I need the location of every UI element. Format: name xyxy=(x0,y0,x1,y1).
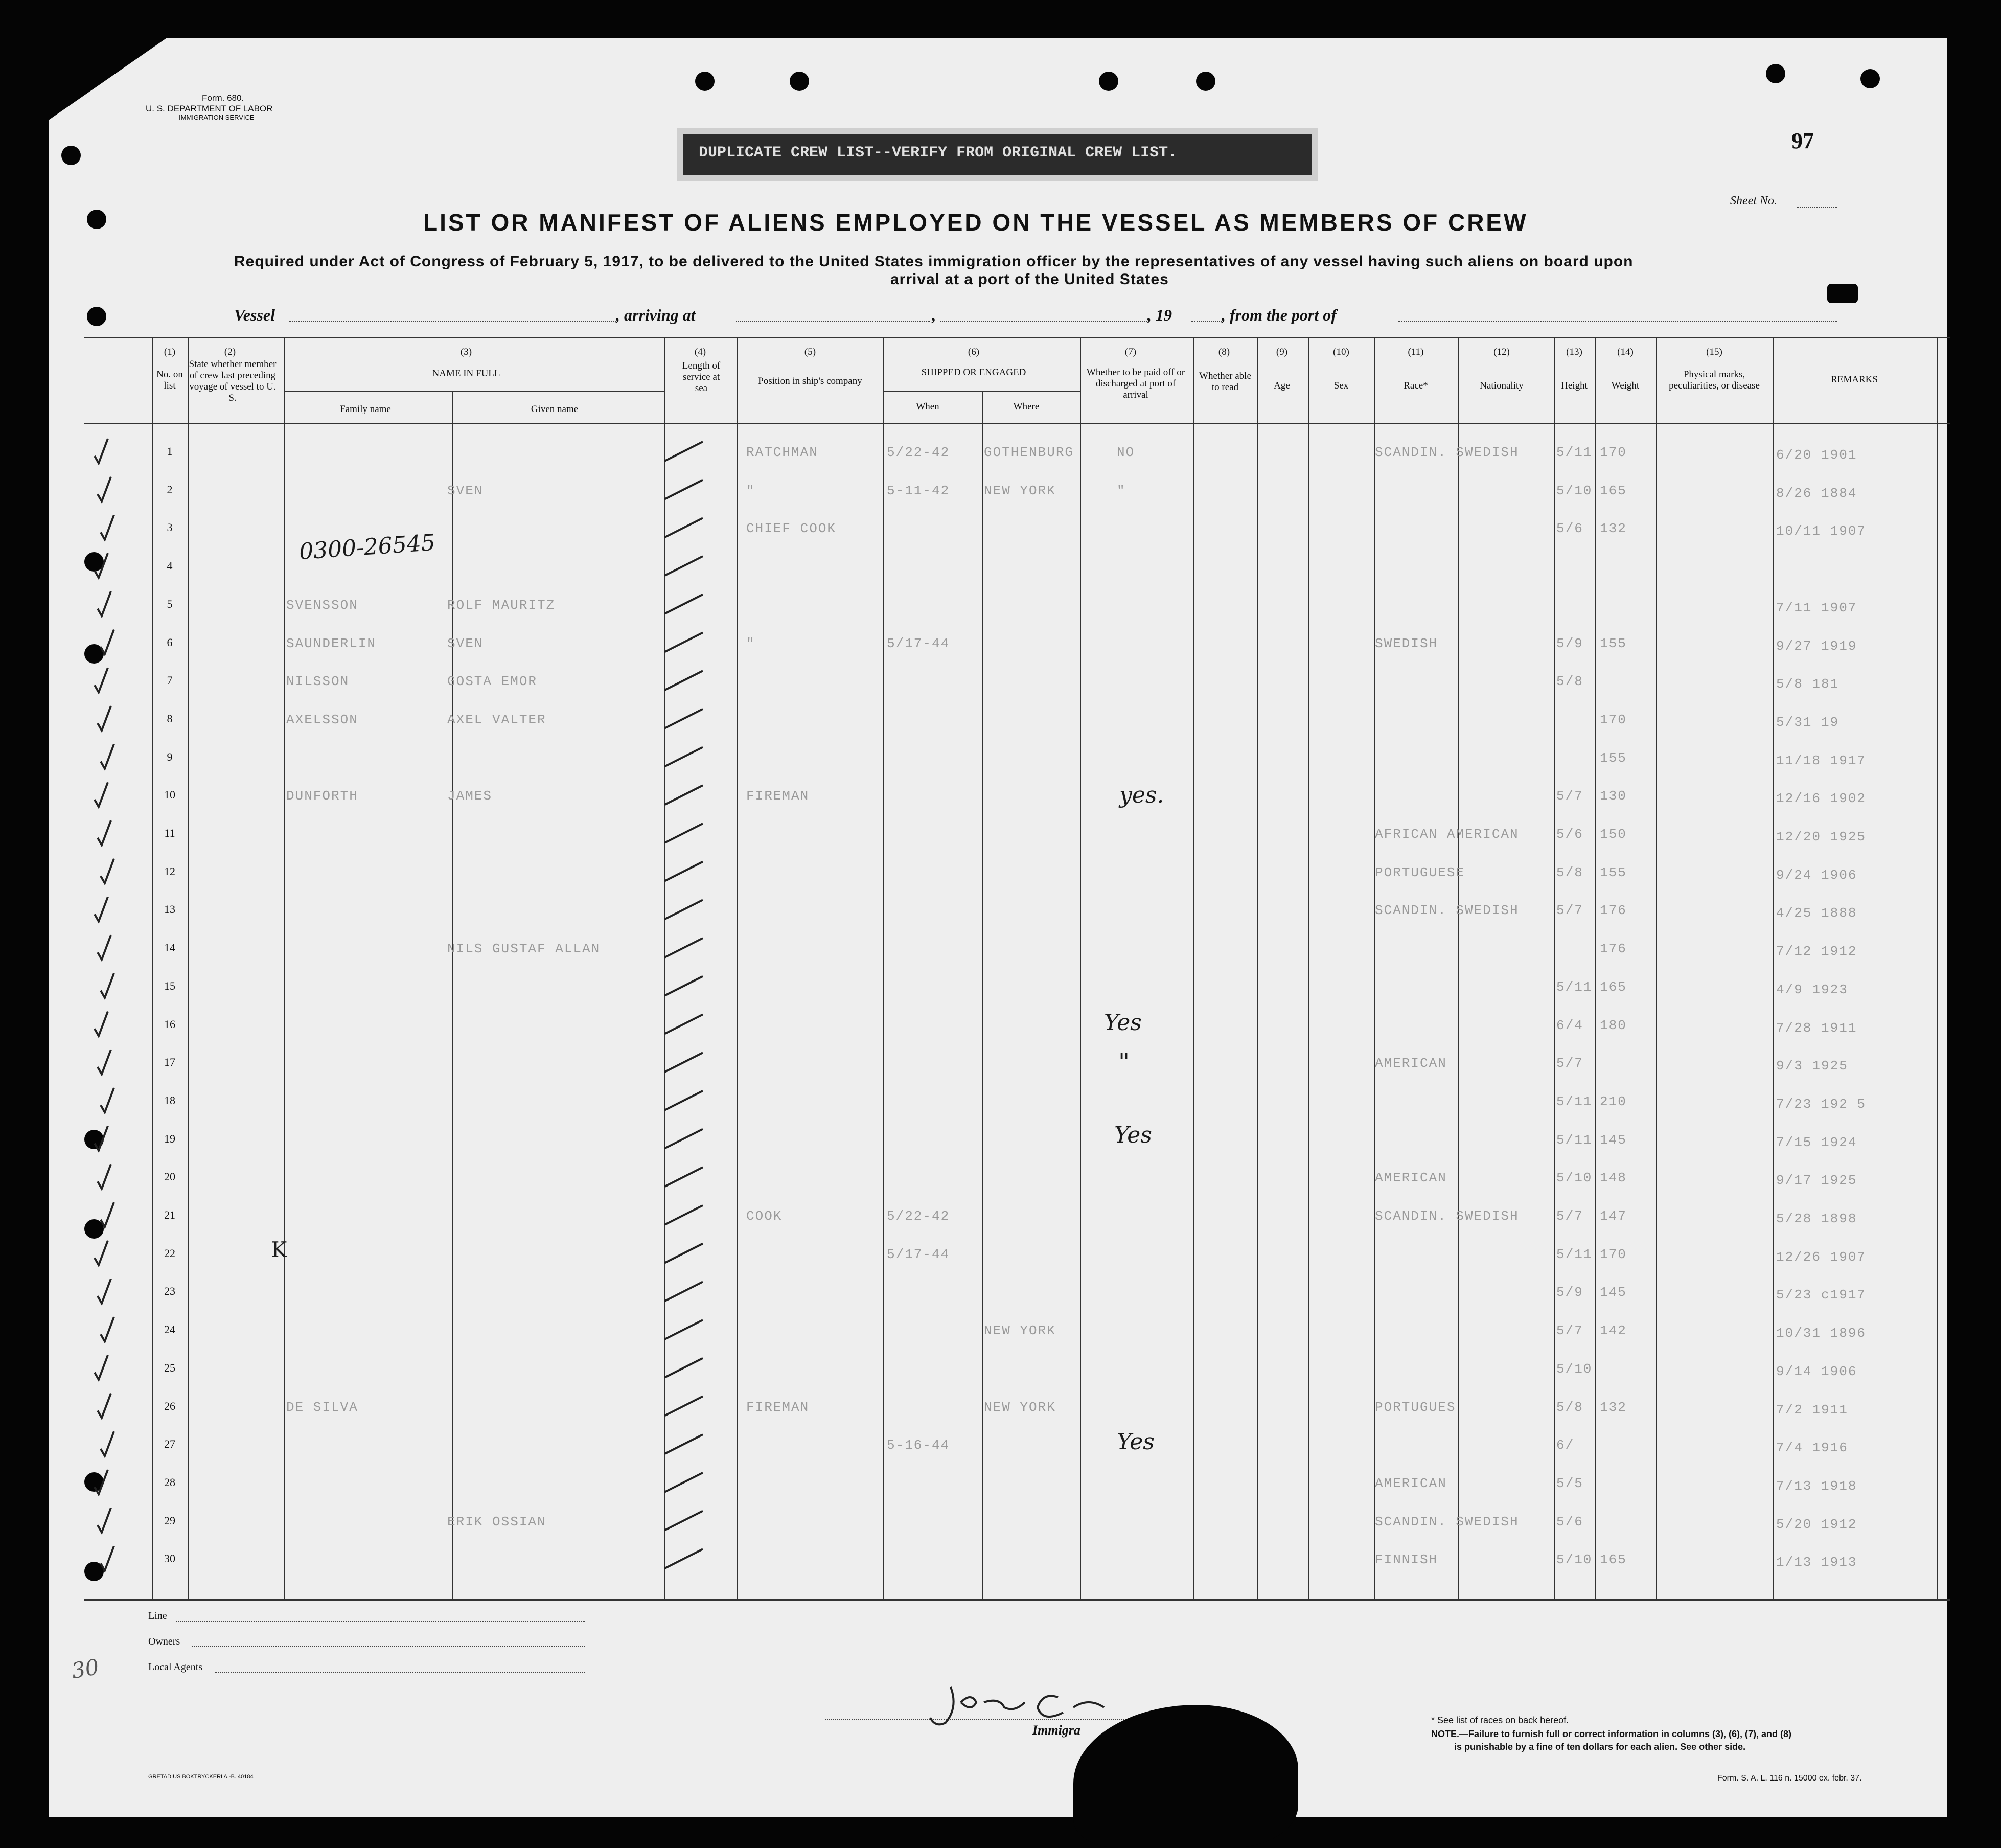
col-label-15: Physical marks, peculiarities, or disease xyxy=(1669,369,1760,391)
remark-cell: 12/26 1907 xyxy=(1776,1249,1867,1265)
col-label-10: Sex xyxy=(1333,380,1349,391)
remark-cell: 9/17 1925 xyxy=(1776,1173,1857,1189)
row-number: 21 xyxy=(164,1208,175,1221)
row-cell-wt: 180 xyxy=(1600,1017,1627,1033)
col-num-11: (11) xyxy=(1408,347,1424,357)
row-number: 7 xyxy=(167,674,173,687)
col-label-12: Nationality xyxy=(1480,380,1524,391)
yes-row-27: Yes xyxy=(1117,1429,1155,1455)
row-cell-when: 5/22-42 xyxy=(887,1208,950,1224)
file-number: 0300-26545 xyxy=(298,529,436,565)
row-cell-ht: 5/8 xyxy=(1556,1399,1583,1415)
col-num-8: (8) xyxy=(1218,347,1230,357)
row-cell-ht: 6/4 xyxy=(1556,1017,1583,1033)
row-cell-wt: 165 xyxy=(1600,979,1627,995)
row-cell-family: SVENSSON xyxy=(286,597,358,613)
row-number: 13 xyxy=(164,903,175,916)
row-number: 23 xyxy=(164,1285,175,1298)
row-number: 17 xyxy=(164,1056,175,1069)
col-label-11: Race* xyxy=(1404,380,1428,391)
row-cell-ht: 5/7 xyxy=(1556,903,1583,919)
row-cell-given: ERIK OSSIAN xyxy=(447,1514,546,1530)
col-label-13: Height xyxy=(1561,380,1588,391)
col-num-9: (9) xyxy=(1276,347,1288,357)
col-label-4: Length of service at sea xyxy=(682,360,721,394)
col-num-14: (14) xyxy=(1617,347,1634,357)
remark-cell: 5/31 19 xyxy=(1776,714,1839,730)
row-cell-race: AMERICAN xyxy=(1375,1056,1447,1071)
yes-row-19: Yes xyxy=(1114,1122,1152,1148)
row-cell-ht: 5/7 xyxy=(1556,1323,1583,1339)
remark-cell: 12/20 1925 xyxy=(1776,829,1867,845)
remark-cell: 10/11 1907 xyxy=(1776,523,1867,539)
row-cell-ht: 5/7 xyxy=(1556,1056,1583,1071)
row-cell-wt: 165 xyxy=(1600,1552,1627,1568)
comma-label: , xyxy=(931,306,935,324)
remarks-header: REMARKS xyxy=(1831,374,1878,385)
row-cell-ht: 5/10 xyxy=(1556,1170,1593,1186)
row-number: 1 xyxy=(167,445,173,458)
row-cell-pos: " xyxy=(746,635,755,651)
row-cell-given: SVEN xyxy=(447,483,484,498)
row-cell-race: PORTUGUES xyxy=(1375,1399,1456,1415)
row-cell-race: AMERICAN xyxy=(1375,1475,1447,1491)
yes-row-16: Yes xyxy=(1104,1010,1142,1036)
remark-cell: 6/20 1901 xyxy=(1776,447,1857,463)
row-number: 27 xyxy=(164,1438,175,1451)
row-number: 3 xyxy=(167,521,173,534)
sheet-no-label: Sheet No. xyxy=(1730,194,1777,208)
row-cell-given: SVEN xyxy=(447,635,484,651)
races-note: * See list of races on back hereof. xyxy=(1431,1715,1569,1725)
yes-row-10: yes. xyxy=(1119,782,1164,808)
row-cell-ht: 5/6 xyxy=(1556,521,1583,537)
row-cell-paid: NO xyxy=(1117,445,1135,460)
row-number: 10 xyxy=(164,788,175,802)
row-cell-wt: 170 xyxy=(1600,445,1627,460)
col-label-1: No. on list xyxy=(156,369,183,391)
row-number: 2 xyxy=(167,483,173,496)
remark-cell: 5/8 181 xyxy=(1776,676,1839,692)
row-cell-ht: 5/6 xyxy=(1556,827,1583,842)
col-label-14: Weight xyxy=(1611,380,1640,391)
row-cell-family: DUNFORTH xyxy=(286,788,358,804)
family-name-header: Family name xyxy=(340,404,391,415)
row-cell-ht: 5/10 xyxy=(1556,1361,1593,1377)
row-cell-ht: 5/7 xyxy=(1556,788,1583,804)
remark-cell: 4/9 1923 xyxy=(1776,982,1848,997)
row-number: 26 xyxy=(164,1399,175,1412)
row-cell-family: NILSSON xyxy=(286,674,350,690)
row-cell-ht: 5/10 xyxy=(1556,483,1593,498)
row-cell-wt: 132 xyxy=(1600,1399,1627,1415)
remark-cell: 9/24 1906 xyxy=(1776,867,1857,883)
remark-cell: 12/16 1902 xyxy=(1776,791,1867,807)
remark-cell: 8/26 1884 xyxy=(1776,485,1857,501)
arriving-label: , arriving at xyxy=(616,306,696,324)
year-label: , 19 xyxy=(1147,306,1172,324)
duplicate-stamp: DUPLICATE CREW LIST--VERIFY FROM ORIGINAL CREW LIST. xyxy=(677,128,1318,181)
row-number: 11 xyxy=(164,827,175,839)
row-number: 16 xyxy=(164,1017,175,1031)
row-cell-family: SAUNDERLIN xyxy=(286,635,377,651)
row-cell-ht: 5/8 xyxy=(1556,864,1583,880)
remark-cell: 7/15 1924 xyxy=(1776,1134,1857,1150)
row-cell-wt: 147 xyxy=(1600,1208,1627,1224)
vessel-label: Vessel xyxy=(234,306,275,324)
col-num-4: (4) xyxy=(694,347,706,357)
row-cell-race: AFRICAN AMERICAN xyxy=(1375,827,1519,842)
row-cell-pos: CHIEF COOK xyxy=(746,521,837,537)
remark-cell: 9/3 1925 xyxy=(1776,1058,1848,1074)
line-label: Line xyxy=(148,1610,167,1622)
row-number: 15 xyxy=(164,979,175,992)
col-label-9: Age xyxy=(1274,380,1290,391)
row-cell-ht: 5/11 xyxy=(1556,979,1593,995)
row-cell-ht: 5/9 xyxy=(1556,1285,1583,1301)
col-num-15: (15) xyxy=(1706,347,1722,357)
row-cell-when: 5/22-42 xyxy=(887,445,950,460)
row-cell-ht: 5/9 xyxy=(1556,635,1583,651)
penalty-note-2: is punishable by a fine of ten dollars for each alien. See other side. xyxy=(1454,1742,1746,1752)
local-agents-label: Local Agents xyxy=(148,1661,203,1673)
row-cell-wt: 150 xyxy=(1600,827,1627,842)
row-cell-pos: FIREMAN xyxy=(746,1399,810,1415)
row-cell-wt: 210 xyxy=(1600,1093,1627,1109)
remark-cell: 5/28 1898 xyxy=(1776,1211,1857,1226)
subtitle-line-1: Required under Act of Congress of February 5, 1917, to be delivered to the United States immigration officer by the representatives of any vessel having such aliens on board upon xyxy=(234,253,1634,270)
subtitle-line-2: arrival at a port of the United States xyxy=(890,271,1169,288)
row-cell-pos: RATCHMAN xyxy=(746,445,818,460)
row-number: 29 xyxy=(164,1514,175,1527)
row-cell-ht: 5/5 xyxy=(1556,1475,1583,1491)
row-cell-given: NILS GUSTAF ALLAN xyxy=(447,941,601,957)
remark-cell: 7/12 1912 xyxy=(1776,944,1857,960)
row-cell-when: 5-16-44 xyxy=(887,1438,950,1453)
row-cell-ht: 5/11 xyxy=(1556,1093,1593,1109)
row-cell-wt: 130 xyxy=(1600,788,1627,804)
row-cell-race: SWEDISH xyxy=(1375,635,1438,651)
row-cell-ht: 5/10 xyxy=(1556,1552,1593,1568)
col-num-5: (5) xyxy=(804,347,816,357)
row-cell-race: FINNISH xyxy=(1375,1552,1438,1568)
row-cell-race: SCANDIN. SWEDISH xyxy=(1375,445,1519,460)
remark-cell: 5/20 1912 xyxy=(1776,1516,1857,1532)
row-cell-race: SCANDIN. SWEDISH xyxy=(1375,903,1519,919)
row-cell-pos: " xyxy=(746,483,755,498)
col-num-12: (12) xyxy=(1493,347,1510,357)
row-cell-given: JAMES xyxy=(447,788,493,804)
row-cell-wt: 155 xyxy=(1600,635,1627,651)
row-number: 28 xyxy=(164,1475,175,1489)
k-mark: K xyxy=(271,1237,287,1262)
row-number: 18 xyxy=(164,1093,175,1107)
remark-cell: 9/14 1906 xyxy=(1776,1363,1857,1379)
row-number: 30 xyxy=(164,1552,175,1565)
row-cell-ht: 6/ xyxy=(1556,1438,1575,1453)
manifest-title: LIST OR MANIFEST OF ALIENS EMPLOYED ON THE VESSEL AS MEMBERS OF CREW xyxy=(423,209,1528,236)
remark-cell: 7/13 1918 xyxy=(1776,1478,1857,1494)
department-name: U. S. DEPARTMENT OF LABOR xyxy=(146,104,273,113)
col-num-13: (13) xyxy=(1566,347,1582,357)
row-cell-where: GOTHENBURG xyxy=(984,445,1074,460)
row-cell-ht: 5/8 xyxy=(1556,674,1583,690)
row-number: 6 xyxy=(167,635,173,649)
col-num-10: (10) xyxy=(1333,347,1349,357)
col-num-3: (3) xyxy=(460,347,472,357)
row-cell-where: NEW YORK xyxy=(984,1323,1056,1339)
row-cell-where: NEW YORK xyxy=(984,1399,1056,1415)
owners-label: Owners xyxy=(148,1636,180,1647)
row-cell-wt: 155 xyxy=(1600,864,1627,880)
row-cell-ht: 5/7 xyxy=(1556,1208,1583,1224)
remark-cell: 10/31 1896 xyxy=(1776,1326,1867,1341)
col-label-6: SHIPPED OR ENGAGED xyxy=(921,367,1026,378)
row-cell-wt: 148 xyxy=(1600,1170,1627,1186)
where-header: Where xyxy=(1013,401,1040,412)
row-number: 20 xyxy=(164,1170,175,1183)
col-num-7: (7) xyxy=(1124,347,1137,357)
remark-cell: 4/25 1888 xyxy=(1776,905,1857,921)
col-num-1: (1) xyxy=(164,347,176,357)
form-number: Form. 680. xyxy=(202,93,244,103)
row-number: 25 xyxy=(164,1361,175,1374)
row-number: 12 xyxy=(164,864,175,878)
remark-cell: 9/27 1919 xyxy=(1776,638,1857,654)
row-cell-given: AXEL VALTER xyxy=(447,712,546,727)
margin-number: 30 xyxy=(70,1654,101,1684)
row-cell-ht: 5/11 xyxy=(1556,445,1593,460)
printer-imprint: GRETADIUS BOKTRYCKERI A.-B. 40184 xyxy=(148,1774,254,1780)
inspector-title: Immigra xyxy=(1032,1723,1080,1738)
row-cell-ht: 5/11 xyxy=(1556,1132,1593,1148)
row-cell-ht: 5/11 xyxy=(1556,1246,1593,1262)
service-name: IMMIGRATION SERVICE xyxy=(179,113,255,121)
col-label-5: Position in ship's company xyxy=(758,376,862,386)
remark-cell: 7/2 1911 xyxy=(1776,1402,1848,1418)
row-number: 9 xyxy=(167,750,173,763)
row-cell-wt: 170 xyxy=(1600,712,1627,727)
remark-cell: 11/18 1917 xyxy=(1776,752,1867,768)
row-cell-race: SCANDIN. SWEDISH xyxy=(1375,1514,1519,1530)
remark-cell: 7/4 1916 xyxy=(1776,1440,1848,1456)
form-footer: Form. S. A. L. 116 n. 15000 ex. febr. 37. xyxy=(1717,1774,1862,1783)
row-cell-where: NEW YORK xyxy=(984,483,1056,498)
col-label-7: Whether to be paid off or discharged at port of arrival xyxy=(1086,367,1185,400)
row-cell-pos: COOK xyxy=(746,1208,783,1224)
row-cell-family: AXELSSON xyxy=(286,712,358,727)
row-cell-race: SCANDIN. SWEDISH xyxy=(1375,1208,1519,1224)
row-number: 4 xyxy=(167,559,173,573)
row-number: 22 xyxy=(164,1246,175,1260)
row-cell-wt: 176 xyxy=(1600,941,1627,957)
row-cell-wt: 170 xyxy=(1600,1246,1627,1262)
given-name-header: Given name xyxy=(531,404,579,415)
page-number: 97 xyxy=(1791,128,1814,153)
row-number: 19 xyxy=(164,1132,175,1145)
col-label-8: Whether able to read xyxy=(1199,371,1251,393)
row-cell-wt: 145 xyxy=(1600,1132,1627,1148)
col-num-6: (6) xyxy=(968,347,980,357)
remark-cell: 7/28 1911 xyxy=(1776,1020,1857,1036)
row-cell-wt: 165 xyxy=(1600,483,1627,498)
row-cell-given: ROLF MAURITZ xyxy=(447,597,556,613)
row-cell-paid: " xyxy=(1117,483,1126,498)
row-cell-race: AMERICAN xyxy=(1375,1170,1447,1186)
row-cell-pos: FIREMAN xyxy=(746,788,810,804)
remark-cell: 5/23 c1917 xyxy=(1776,1287,1867,1303)
col-label-2: State whether member of crew last preceding voyage of vessel to U. S. xyxy=(189,359,277,403)
row-cell-ht: 5/6 xyxy=(1556,1514,1583,1530)
penalty-note-1: NOTE.—Failure to furnish full or correct information in columns (3), (6), (7), and (8) xyxy=(1431,1729,1792,1739)
row-cell-when: 5/17-44 xyxy=(887,635,950,651)
when-header: When xyxy=(916,401,939,412)
row-cell-race: PORTUGUESE xyxy=(1375,864,1465,880)
row-cell-given: GOSTA EMOR xyxy=(447,674,538,690)
port-label: , from the port of xyxy=(1222,306,1337,324)
col-label-3: NAME IN FULL xyxy=(432,368,500,379)
row-cell-family: DE SILVA xyxy=(286,1399,358,1415)
row-number: 14 xyxy=(164,941,175,954)
remark-cell: 7/11 1907 xyxy=(1776,600,1857,615)
row-number: 5 xyxy=(167,597,173,610)
row-cell-wt: 155 xyxy=(1600,750,1627,766)
remark-cell: 7/23 192 5 xyxy=(1776,1096,1867,1112)
col-num-2: (2) xyxy=(224,347,236,357)
row-cell-when: 5-11-42 xyxy=(887,483,950,498)
row-cell-wt: 132 xyxy=(1600,521,1627,537)
row-cell-wt: 176 xyxy=(1600,903,1627,919)
row-cell-wt: 145 xyxy=(1600,1285,1627,1301)
row-cell-when: 5/17-44 xyxy=(887,1246,950,1262)
row-cell-wt: 142 xyxy=(1600,1323,1627,1339)
row-number: 24 xyxy=(164,1323,175,1336)
ditto-row-17: " xyxy=(1118,1048,1130,1077)
row-number: 8 xyxy=(167,712,173,725)
remark-cell: 1/13 1913 xyxy=(1776,1555,1857,1570)
